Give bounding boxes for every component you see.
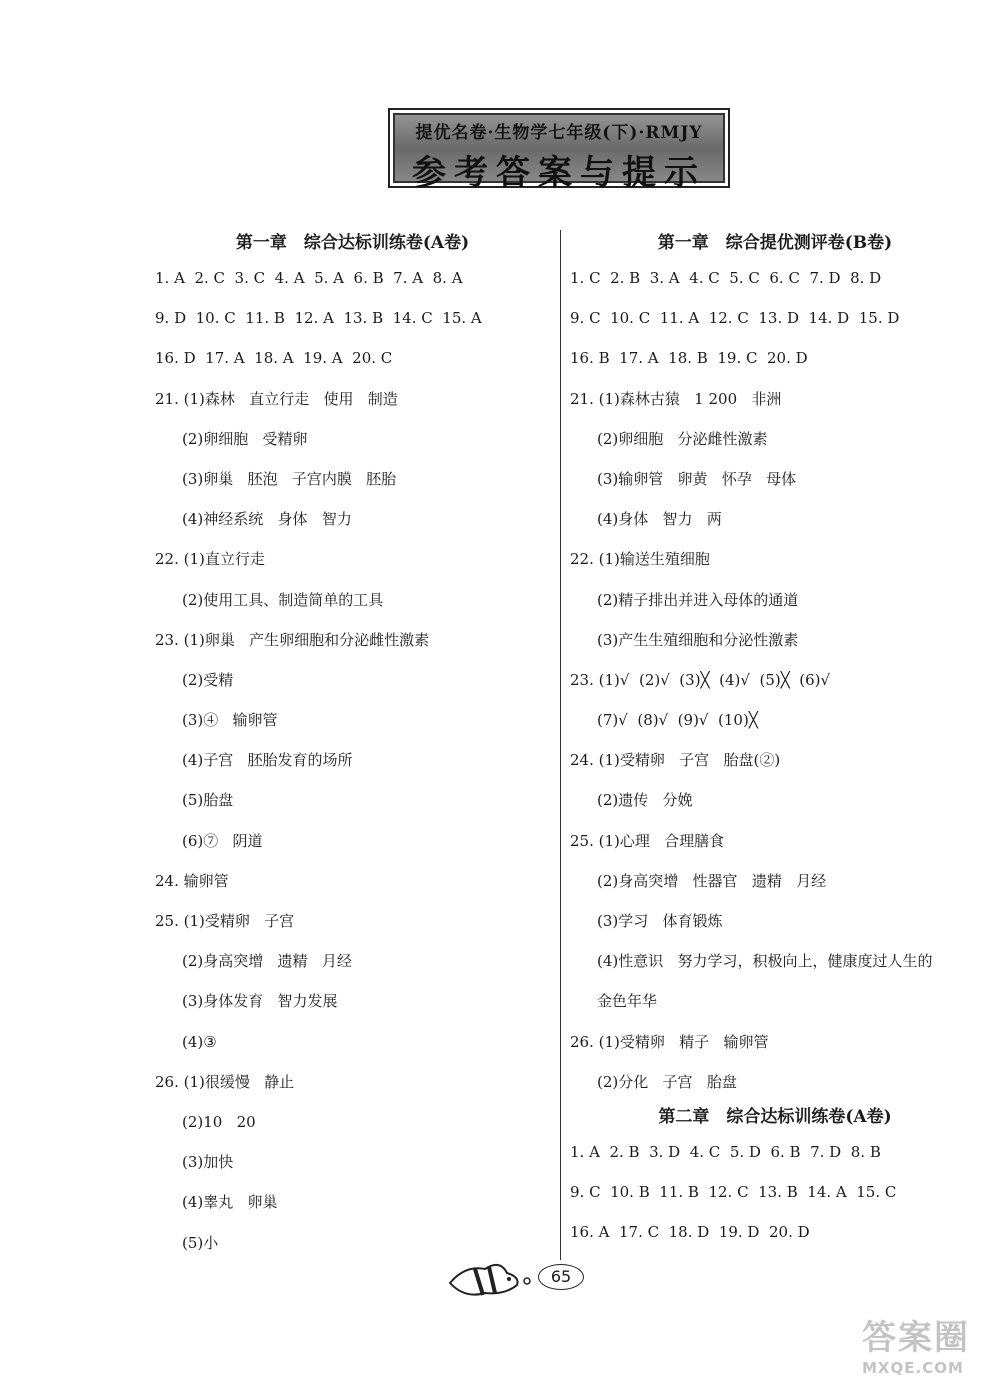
answer-line: (7)√ (8)√ (9)√ (10)╳ (597, 711, 758, 730)
left-column (155, 228, 550, 1263)
answer-line: (4)身体 智力 两 (597, 510, 722, 529)
header-title: 参考答案与提示 (412, 153, 706, 193)
answer-line: (3)学习 体育锻炼 (597, 912, 723, 930)
answer-line: (2)使用工具、制造简单的工具 (182, 590, 384, 609)
answer-line: (2)卵细胞 分泌雌性激素 (597, 429, 768, 448)
section-title: 第一章 综合提优测评卷(B卷) (657, 233, 893, 253)
answer-line: (3)输卵管 卵黄 怀孕 母体 (597, 469, 797, 488)
answer-line: 1. C 2. B 3. A 4. C 5. C 6. C 7. D 8. D (570, 269, 882, 287)
answer-line: (6)⑦ 阴道 (182, 831, 263, 850)
answer-line: (3)产生生殖细胞和分泌性激素 (597, 630, 799, 649)
answer-line: 21. (1)森林 直立行走 使用 制造 (155, 389, 398, 408)
answer-line: 金色年华 (597, 992, 658, 1011)
answer-line: 21. (1)森林古猿 1 200 非洲 (570, 389, 782, 408)
watermark-url: MXQE.COM (862, 1359, 964, 1377)
answer-list (570, 258, 980, 1102)
answer-line: 16. A 17. C 18. D 19. D 20. D (570, 1223, 810, 1242)
header-banner (388, 108, 730, 193)
answer-line: (4)③ (182, 1032, 217, 1051)
answer-line: (4)睾丸 卵巢 (182, 1193, 278, 1212)
answer-line: (2)卵细胞 受精卵 (182, 429, 308, 448)
answer-line: 26. (1)很缓慢 静止 (155, 1072, 295, 1091)
answer-line: (3)④ 输卵管 (182, 711, 278, 730)
answer-line: (2)10 20 (182, 1112, 256, 1131)
answer-line: 16. B 17. A 18. B 19. C 20. D (570, 349, 808, 368)
answer-line: (2)精子排出并进入母体的通道 (597, 590, 799, 609)
answer-line: 24. 输卵管 (155, 871, 229, 890)
answer-line: 9. D 10. C 11. B 12. A 13. B 14. C 15. A (155, 309, 482, 328)
answer-line: 9. C 10. C 11. A 12. C 13. D 14. D 15. D (570, 309, 900, 328)
page-number: 65 (538, 1264, 584, 1290)
answer-line: 16. D 17. A 18. A 19. A 20. C (155, 349, 393, 368)
column-divider (560, 230, 561, 1260)
answer-line: (4)神经系统 身体 智力 (182, 510, 352, 529)
section-title: 第二章 综合达标训练卷(A卷) (658, 1106, 892, 1127)
answer-line: (2)身高突增 遗精 月经 (182, 952, 352, 971)
answer-line: (3)卵巢 胚泡 子宫内膜 胚胎 (182, 469, 397, 488)
answer-list (155, 258, 550, 1263)
answer-line: 26. (1)受精卵 精子 输卵管 (570, 1032, 769, 1051)
answer-line: (5)小 (182, 1233, 219, 1252)
answer-line: 24. (1)受精卵 子宫 胎盘(②) (570, 751, 781, 770)
section-title: 第一章 综合达标训练卷(A卷) (235, 233, 470, 253)
answer-line: (5)胎盘 (182, 791, 234, 810)
answer-line: 23. (1)√ (2)√ (3)╳ (4)√ (5)╳ (6)√ (570, 670, 831, 689)
answer-line: (2)分化 子宫 胎盘 (597, 1072, 737, 1091)
answer-line: 1. A 2. B 3. D 4. C 5. D 6. B 7. D 8. B (570, 1142, 881, 1161)
answer-line: 22. (1)直立行走 (155, 550, 265, 569)
answer-line: (4)子宫 胚胎发育的场所 (182, 751, 353, 770)
right-column (570, 228, 980, 1253)
answer-line: 22. (1)输送生殖细胞 (570, 550, 710, 569)
answer-line: 25. (1)受精卵 子宫 (155, 912, 295, 930)
answer-line: (2)身高突增 性器官 遗精 月经 (597, 871, 827, 890)
answer-line: (2)受精 (182, 670, 234, 689)
watermark (862, 1310, 997, 1380)
answer-line: 9. C 10. B 11. B 12. C 13. B 14. A 15. C (570, 1183, 897, 1202)
answer-list (570, 1132, 980, 1253)
answer-line: 1. A 2. C 3. C 4. A 5. A 6. B 7. A 8. A (155, 269, 463, 287)
answer-line: (3)加快 (182, 1153, 234, 1172)
fish-icon (445, 1255, 540, 1305)
header-subtitle: 提优名卷·生物学七年级(下)·RMJY (415, 123, 703, 143)
watermark-logo: 答案圈 (862, 1318, 970, 1358)
answer-line: 23. (1)卵巢 产生卵细胞和分泌雌性激素 (155, 630, 430, 649)
answer-line: 25. (1)心理 合理膳食 (570, 831, 725, 850)
answer-line: (3)身体发育 智力发展 (182, 992, 338, 1011)
answer-line: (2)遗传 分娩 (597, 791, 693, 810)
answer-line: (4)性意识 努力学习，积极向上，健康度过人生的 (597, 952, 933, 971)
